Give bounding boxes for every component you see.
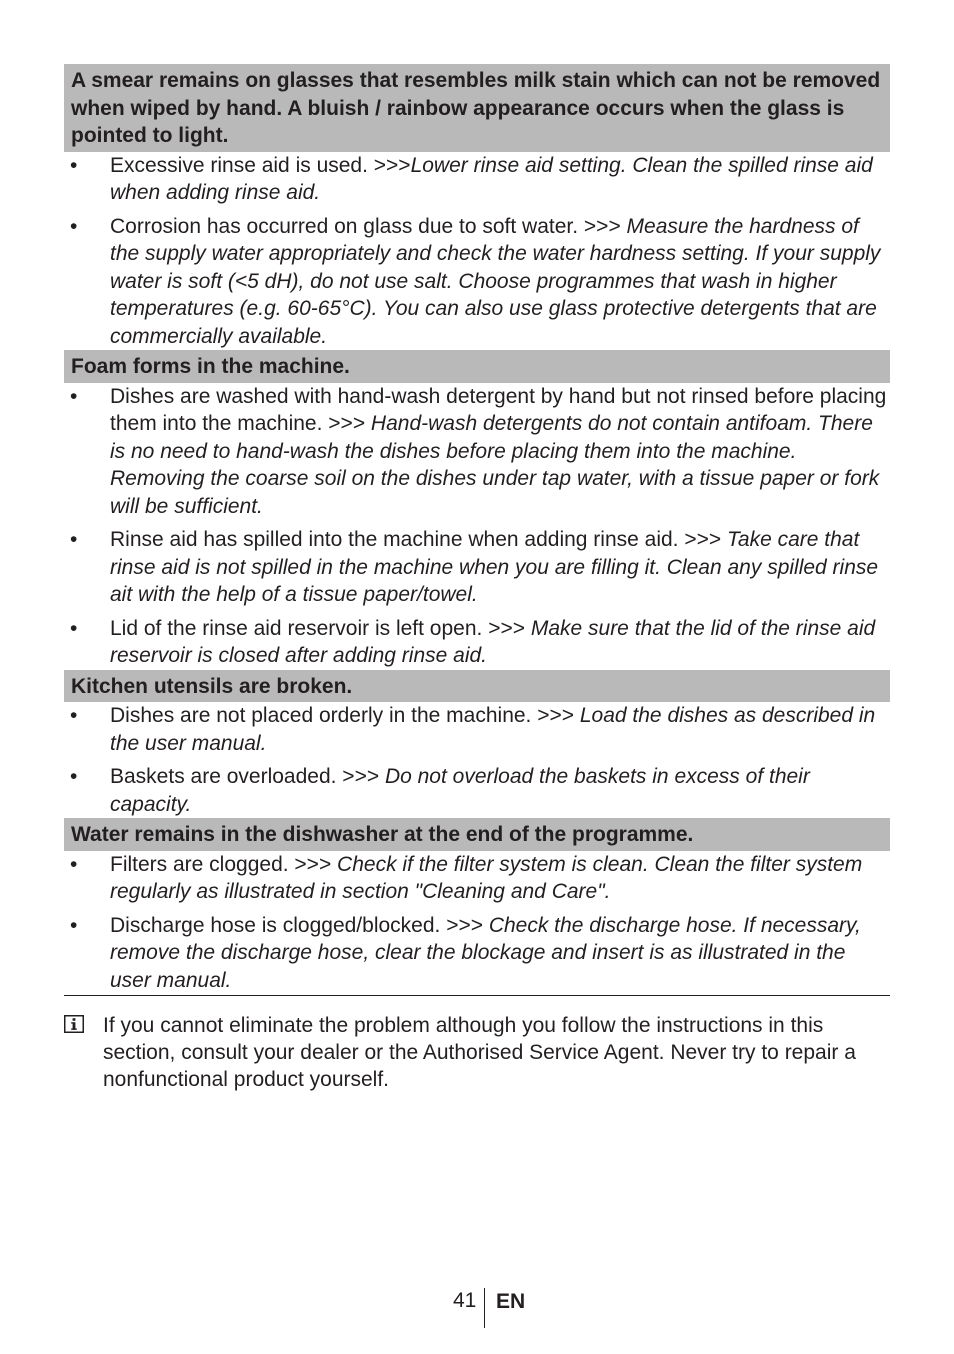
- section-heading: Water remains in the dishwasher at the end of the programme.: [64, 818, 890, 851]
- table-bottom-divider: [64, 995, 890, 996]
- list-item: [64, 702, 890, 757]
- troubleshooting-content: [64, 64, 890, 996]
- language-code: EN: [496, 1290, 526, 1313]
- list-item: [64, 152, 890, 207]
- section-heading: Kitchen utensils are broken.: [64, 670, 890, 703]
- cause-text: Dishes are washed with hand-wash detergent by hand but not rinsed before placing them into the machine. >>>: [110, 384, 887, 435]
- cause-text: Filters are clogged. >>>: [110, 852, 338, 876]
- solution-text: Check if the filter system is clean. Clean the filter system regularly as illustrated in section "Cleaning and Care".: [110, 852, 863, 903]
- cause-text: Dishes are not placed orderly in the machine. >>>: [110, 704, 580, 727]
- info-note-text: If you cannot eliminate the problem although you follow the instructions in this section, consult your dealer or the Authorised Service Agent. Never try to repair a nonfunctional product yourself.: [103, 1014, 856, 1091]
- bullet: •: [70, 765, 78, 788]
- solution-text: Do not overload the baskets in excess of their capacity.: [110, 765, 810, 816]
- solution-text: Take care that rinse aid is not spilled in the machine when you are filling it. Clean any spilled rinse ait with the help of a tissue paper/towel.: [110, 528, 879, 606]
- section-water-remains: [64, 818, 890, 994]
- section-foam: [64, 350, 890, 670]
- section-heading: A smear remains on glasses that resembles milk stain which can not be removed when wiped by hand. A bluish / rainbow appearance occurs when the glass is pointed to light.: [64, 64, 890, 152]
- info-note: [64, 1012, 890, 1093]
- info-icon: [64, 1015, 84, 1033]
- list-item: [64, 763, 890, 818]
- cause-text: Discharge hose is clogged/blocked. >>>: [110, 913, 489, 937]
- cause-text: Lid of the rinse aid reservoir is left open. >>>: [110, 616, 531, 640]
- page-footer: [0, 1288, 954, 1330]
- footer-separator: [484, 1288, 485, 1328]
- solution-text: Hand-wash detergents do not contain antifoam. There is no need to hand-wash the dishes before placing them into the machine. Removing the coarse soil on the dishes under tap water, with a tissue paper or fork will be sufficient.: [110, 412, 880, 518]
- bullet: •: [70, 704, 78, 727]
- cause-text: Corrosion has occurred on glass due to soft water. >>>: [110, 214, 627, 238]
- solution-text: Load the dishes as described in the user manual.: [110, 704, 876, 755]
- cause-text: Excessive rinse aid is used. >>>: [110, 153, 411, 177]
- cause-text: Rinse aid has spilled into the machine when adding rinse aid. >>>: [110, 528, 727, 551]
- list-item: [64, 526, 890, 609]
- list-item: [64, 615, 890, 670]
- list-item: [64, 213, 890, 351]
- section-broken-utensils: [64, 670, 890, 819]
- solution-text: Measure the hardness of the supply water appropriately and check the water hardness setting. If your supply water is soft (<5 dH), do not use salt. Choose programmes that wash in higher temperatures (e.g. 60-65°C). You can also use glass protective detergents that are commercially available.: [110, 214, 881, 348]
- bullet: •: [70, 528, 78, 551]
- bullet: •: [70, 616, 78, 640]
- section-glass-smear: [64, 64, 890, 350]
- list-item: [64, 383, 890, 521]
- solution-text: Lower rinse aid setting. Clean the spilled rinse aid when adding rinse aid.: [110, 153, 873, 204]
- bullet: •: [70, 153, 78, 177]
- cause-text: Baskets are overloaded. >>>: [110, 765, 385, 788]
- bullet: •: [70, 384, 78, 408]
- page-number: 41: [453, 1289, 477, 1312]
- bullet: •: [70, 913, 78, 937]
- bullet: •: [70, 852, 78, 876]
- list-item: [64, 912, 890, 995]
- solution-text: Check the discharge hose. If necessary, remove the discharge hose, clear the blockage and insert is as illustrated in the user manual.: [110, 913, 861, 992]
- bullet: •: [70, 214, 78, 238]
- solution-text: Make sure that the lid of the rinse aid reservoir is closed after adding rinse aid.: [110, 616, 876, 667]
- section-heading: Foam forms in the machine.: [64, 350, 890, 383]
- list-item: [64, 851, 890, 906]
